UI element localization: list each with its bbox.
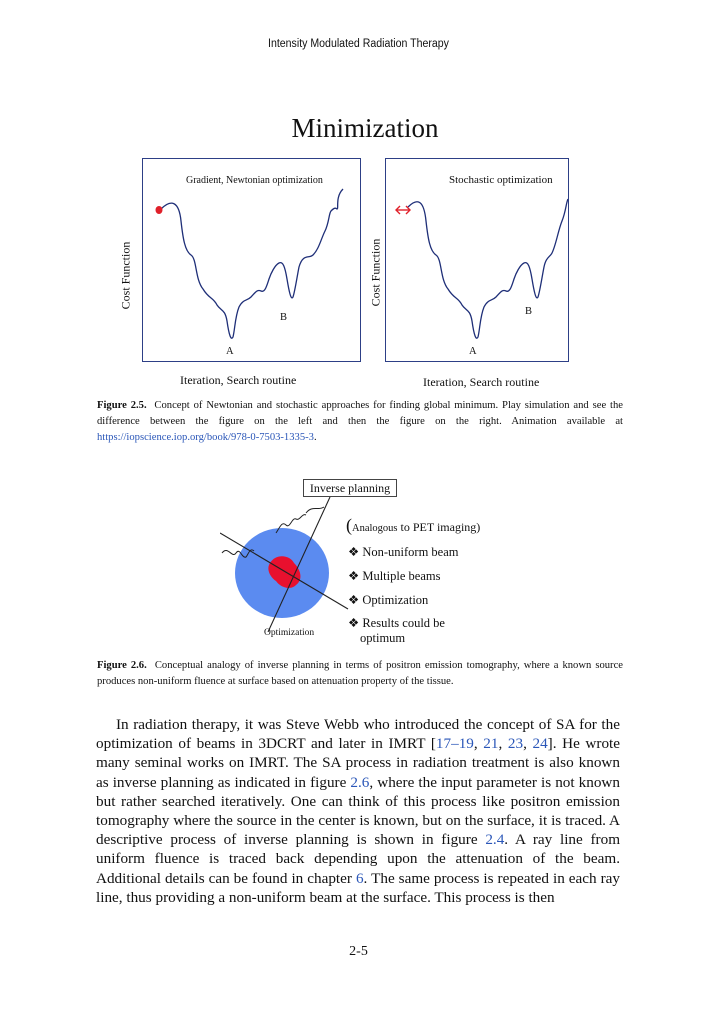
left-ylabel: Cost Function	[118, 241, 133, 310]
running-head: Intensity Modulated Radiation Therapy	[268, 38, 449, 50]
reference-link[interactable]: 21	[483, 735, 499, 753]
point-b-label: B	[525, 306, 533, 317]
caption-label: Figure 2.6.	[97, 660, 147, 671]
right-ylabel: Cost Function	[368, 238, 383, 307]
figure-link[interactable]: 2.4	[485, 831, 505, 849]
newtonian-panel-title: Gradient, Newtonian optimization	[186, 175, 323, 186]
diagram-label: Optimization	[264, 628, 315, 638]
left-xlabel: Iteration, Search routine	[180, 373, 297, 387]
bullet-item: ❖ Non-uniform beam	[348, 545, 459, 559]
reference-link[interactable]: 17–19	[435, 735, 474, 753]
figure-title: Minimization	[291, 113, 439, 143]
analogous-note: (Analogous to PET imaging)	[346, 515, 481, 535]
figure-2-5-caption	[97, 398, 623, 446]
stochastic-panel	[385, 158, 569, 362]
stochastic-panel-title: Stochastic optimization	[449, 174, 553, 186]
bullet-item: ❖ Multiple beams	[348, 569, 441, 583]
stochastic-curve-plot	[386, 159, 568, 361]
bullet-item: ❖ Optimization	[348, 593, 429, 607]
animation-link[interactable]: https://iopscience.iop.org/book/978-0-7503-1335-3	[97, 432, 314, 443]
inverse-planning-box: Inverse planning	[303, 479, 397, 497]
figure-2-6-caption	[97, 658, 623, 690]
figure-link[interactable]: 2.6	[350, 773, 370, 791]
cost-curve	[161, 189, 343, 338]
newtonian-curve-plot	[143, 159, 360, 361]
caption-text: Conceptual analogy of inverse planning in terms of positron emission tomography, where a known source produces non-uniform fluence at surface based on attenuation property of the tissue.	[97, 660, 623, 687]
caption-end: .	[313, 432, 317, 443]
cost-curve	[408, 199, 568, 338]
caption-text: Concept of Newtonian and stochastic approaches for finding global minimum. Play simulation and see the difference between the figure on the left and then the figure on the right. Animation available at	[97, 400, 624, 427]
stochastic-marker	[396, 206, 410, 214]
point-a-label: A	[469, 346, 477, 357]
point-a-label: A	[226, 346, 234, 357]
body-paragraph: In radiation therapy, it was Steve Webb who introduced the concept of SA for the optimization of beams in 3DCRT and later in IMRT [17–19, 21, 23, 24]. He wrote many seminal works on IMRT. The SA process in radiation treatment is also known as inverse planning as indicated in figure 2.6, where the input parameter is not known but rather searched iteratively. One can think of this process like positron emission tomography where the source in the center is known, but on the surface, it is traced. A descriptive process of inverse planning is shown in figure 2.4. A ray line from uniform fluence is traced back depending upon the attenuation of the beam. Additional details can be found in chapter 6. The same process is repeated in each ray line, thus providing a non-uniform beam at the surface. This process is then	[96, 716, 621, 906]
newtonian-panel	[142, 158, 361, 362]
point-b-label: B	[280, 312, 288, 323]
caption-label: Figure 2.5.	[97, 400, 147, 411]
page-number: 2-5	[349, 944, 368, 959]
reference-link[interactable]: 24	[532, 735, 548, 753]
bullet-item: ❖ Results could be	[348, 616, 445, 630]
fluence-profile	[306, 507, 324, 513]
start-marker	[156, 206, 163, 214]
bullet-item-continuation: optimum	[360, 631, 406, 645]
chapter-link[interactable]: 6	[355, 869, 364, 887]
right-xlabel: Iteration, Search routine	[423, 375, 540, 389]
reference-link[interactable]: 23	[507, 735, 524, 753]
